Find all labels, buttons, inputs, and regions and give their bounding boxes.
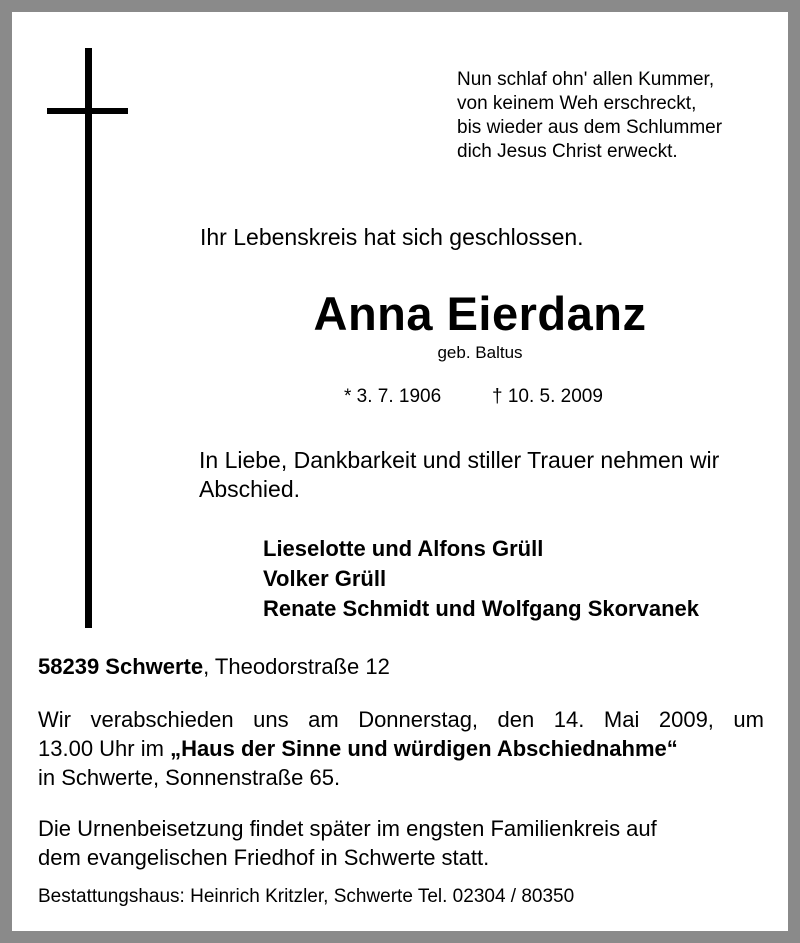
service-line: [38, 734, 764, 763]
service-time: 13.00 Uhr im: [38, 736, 171, 761]
address-city: 58239 Schwerte: [38, 654, 204, 679]
cross-icon: [85, 48, 92, 628]
intro-text: Ihr Lebenskreis hat sich geschlossen.: [200, 224, 584, 250]
burial-line: Die Urnenbeisetzung findet später im engsten Familienkreis auf: [38, 816, 657, 841]
mourner: Lieselotte und Alfons Grüll: [263, 536, 544, 561]
service-line: in Schwerte, Sonnenstraße 65.: [38, 765, 341, 790]
cross-icon-crossbar: [47, 108, 128, 114]
maiden-name: geb. Baltus: [437, 343, 523, 362]
burial-info: [38, 814, 657, 872]
birth-date: * 3. 7. 1906: [344, 386, 442, 407]
address-street: , Theodorstraße 12: [203, 654, 390, 679]
mourners-list: [263, 534, 699, 624]
service-info: [38, 705, 764, 792]
service-venue: „Haus der Sinne und würdigen Abschiednahme“: [170, 736, 678, 761]
poem-line: Nun schlaf ohn' allen Kummer,: [457, 69, 715, 90]
mourner: Volker Grüll: [263, 566, 387, 591]
address: [38, 654, 390, 680]
death-date: † 10. 5. 2009: [492, 386, 603, 407]
poem-line: bis wieder aus dem Schlummer: [457, 117, 723, 138]
poem-line: dich Jesus Christ erweckt.: [457, 141, 678, 162]
mourner: Renate Schmidt und Wolfgang Skorvanek: [263, 596, 699, 621]
farewell-text: In Liebe, Dankbarkeit und stiller Trauer nehmen wir Abschied.: [199, 447, 720, 502]
deceased-name: Anna Eierdanz: [313, 287, 647, 340]
poem-line: von keinem Weh erschreckt,: [457, 93, 697, 114]
poem: [457, 68, 722, 164]
funeral-home: Bestattungshaus: Heinrich Kritzler, Schwerte Tel. 02304 / 80350: [38, 886, 575, 907]
burial-line: dem evangelischen Friedhof in Schwerte statt.: [38, 845, 490, 870]
service-line: Wir verabschieden uns am Donnerstag, den 14. Mai 2009, um: [38, 707, 764, 732]
